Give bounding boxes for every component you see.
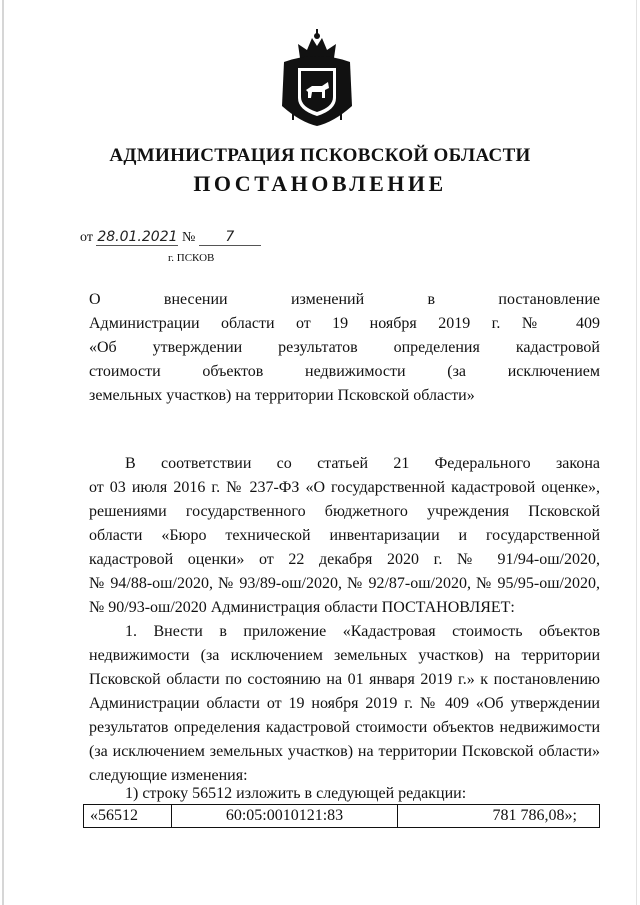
- subitem-line: 1) строку 56512 изложить в следующей редакции:: [125, 785, 467, 802]
- table-cell-cadastral-value: 781 786,08»;: [398, 805, 600, 828]
- document-type: ПОСТАНОВЛЕНИЕ: [193, 171, 447, 196]
- item1-line: (за исключением земельных участков) на территории Псковской области»: [89, 743, 600, 760]
- coat-of-arms-icon: [278, 28, 356, 128]
- document-date: 28.01.2021: [97, 229, 178, 245]
- document-number: 7: [199, 229, 261, 246]
- organization-name: АДМИНИСТРАЦИЯ ПСКОВСКОЙ ОБЛАСТИ: [109, 145, 531, 166]
- title-line: О внесении изменений в постановление: [89, 291, 600, 308]
- title-line: Администрации области от 19 ноября 2019 г. № 409: [89, 315, 600, 332]
- preamble-line: В соответствии со статьей 21 Федерального закона: [125, 455, 600, 472]
- title-line: земельных участков) на территории Псковской области»: [89, 387, 475, 404]
- item1-line: результатов определения кадастровой стоимости объектов недвижимости: [89, 719, 600, 736]
- item1-line: следующие изменения:: [89, 767, 248, 784]
- date-number-line: [80, 229, 261, 246]
- item1-line: Псковской области по состоянию на 01 января 2019 г.» к постановлению: [89, 671, 600, 688]
- item1-line: недвижимости (за исключением земельных участков) на территории: [89, 647, 600, 664]
- scan-edge-right: [636, 0, 637, 905]
- table-row: [84, 805, 600, 828]
- title-line: «Об утверждении результатов определения кадастровой: [89, 339, 600, 356]
- preamble-line: от 03 июля 2016 г. № 237-ФЗ «О государственной кадастровой оценке»,: [89, 479, 600, 496]
- item1-line: Администрации области от 19 ноября 2019 г. № 409 «Об утверждении: [89, 695, 600, 712]
- date-prefix: от: [80, 230, 93, 245]
- preamble-line: решениями государственного бюджетного учреждения Псковской: [89, 503, 600, 520]
- cadastral-table: [83, 804, 600, 828]
- preamble-line: области «Бюро технической инвентаризации и государственной: [89, 527, 600, 544]
- preamble-line: кадастровой оценки» от 22 декабря 2020 г. № 91/94-ош/2020,: [89, 551, 600, 568]
- item1-line: 1. Внести в приложение «Кадастровая стоимость объектов: [125, 623, 600, 640]
- preamble-line: № 90/93-ош/2020 Администрация области ПОСТАНОВЛЯЕТ:: [89, 599, 515, 616]
- table-cell-row-number: «56512: [84, 805, 172, 828]
- number-prefix: №: [181, 230, 196, 245]
- city: г. ПСКОВ: [168, 252, 215, 264]
- preamble-line: № 94/88-ош/2020, № 93/89-ош/2020, № 92/87-ош/2020, № 95/95-ош/2020,: [89, 575, 600, 592]
- scan-edge-left: [2, 0, 4, 905]
- title-line: стоимости объектов недвижимости (за исключением: [89, 363, 600, 380]
- table-cell-cadastral-number: 60:05:0010121:83: [172, 805, 398, 828]
